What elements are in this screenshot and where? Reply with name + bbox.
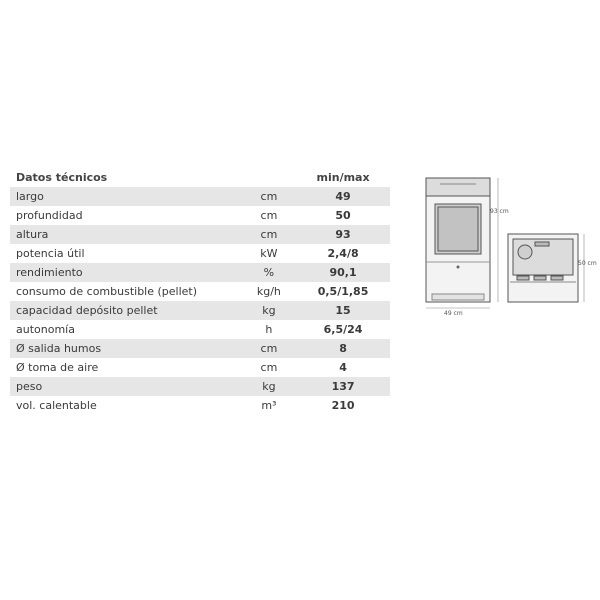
- spec-value: 93: [296, 225, 390, 244]
- spec-value: 90,1: [296, 263, 390, 282]
- spec-label: autonomía: [10, 320, 242, 339]
- spec-label: profundidad: [10, 206, 242, 225]
- depth-dimension-label: 50 cm: [578, 260, 597, 267]
- spec-unit: cm: [242, 187, 296, 206]
- spec-unit: cm: [242, 358, 296, 377]
- spec-value: 137: [296, 377, 390, 396]
- spec-unit: kg/h: [242, 282, 296, 301]
- spec-unit: cm: [242, 225, 296, 244]
- spec-value: 8: [296, 339, 390, 358]
- spec-unit: m³: [242, 396, 296, 415]
- spec-value: 15: [296, 301, 390, 320]
- table-row: [10, 187, 390, 206]
- table-row: [10, 244, 390, 263]
- spec-unit: kg: [242, 301, 296, 320]
- spec-label: altura: [10, 225, 242, 244]
- height-dimension-label: 93 cm: [490, 208, 509, 215]
- spec-label: Ø salida humos: [10, 339, 242, 358]
- width-dimension-label: 49 cm: [444, 310, 463, 317]
- table-row: [10, 263, 390, 282]
- table-row: [10, 206, 390, 225]
- spec-value: 49: [296, 187, 390, 206]
- spec-value: 50: [296, 206, 390, 225]
- spec-value: 2,4/8: [296, 244, 390, 263]
- table-title: Datos técnicos: [16, 171, 108, 184]
- table-row: [10, 320, 390, 339]
- table-row: [10, 282, 390, 301]
- value-header: min/max: [316, 171, 370, 184]
- spec-label: capacidad depósito pellet: [10, 301, 242, 320]
- spec-unit: cm: [242, 206, 296, 225]
- spec-unit: h: [242, 320, 296, 339]
- table-row: [10, 301, 390, 320]
- spec-value: 6,5/24: [296, 320, 390, 339]
- spec-label: peso: [10, 377, 242, 396]
- technical-data-table: [10, 168, 390, 415]
- table-row: [10, 358, 390, 377]
- spec-label: Ø toma de aire: [10, 358, 242, 377]
- table-header-row: [10, 168, 390, 187]
- spec-value: 4: [296, 358, 390, 377]
- spec-value: 210: [296, 396, 390, 415]
- table-row: [10, 225, 390, 244]
- spec-label: largo: [10, 187, 242, 206]
- spec-unit: %: [242, 263, 296, 282]
- spec-unit: kW: [242, 244, 296, 263]
- table-row: [10, 396, 390, 415]
- stove-front-view: [410, 170, 590, 330]
- spec-value: 0,5/1,85: [296, 282, 390, 301]
- unit-header: [242, 168, 296, 187]
- table-row: [10, 339, 390, 358]
- spec-label: potencia útil: [10, 244, 242, 263]
- spec-label: consumo de combustible (pellet): [10, 282, 242, 301]
- spec-unit: cm: [242, 339, 296, 358]
- spec-label: vol. calentable: [10, 396, 242, 415]
- spec-label: rendimiento: [10, 263, 242, 282]
- table-row: [10, 377, 390, 396]
- spec-unit: kg: [242, 377, 296, 396]
